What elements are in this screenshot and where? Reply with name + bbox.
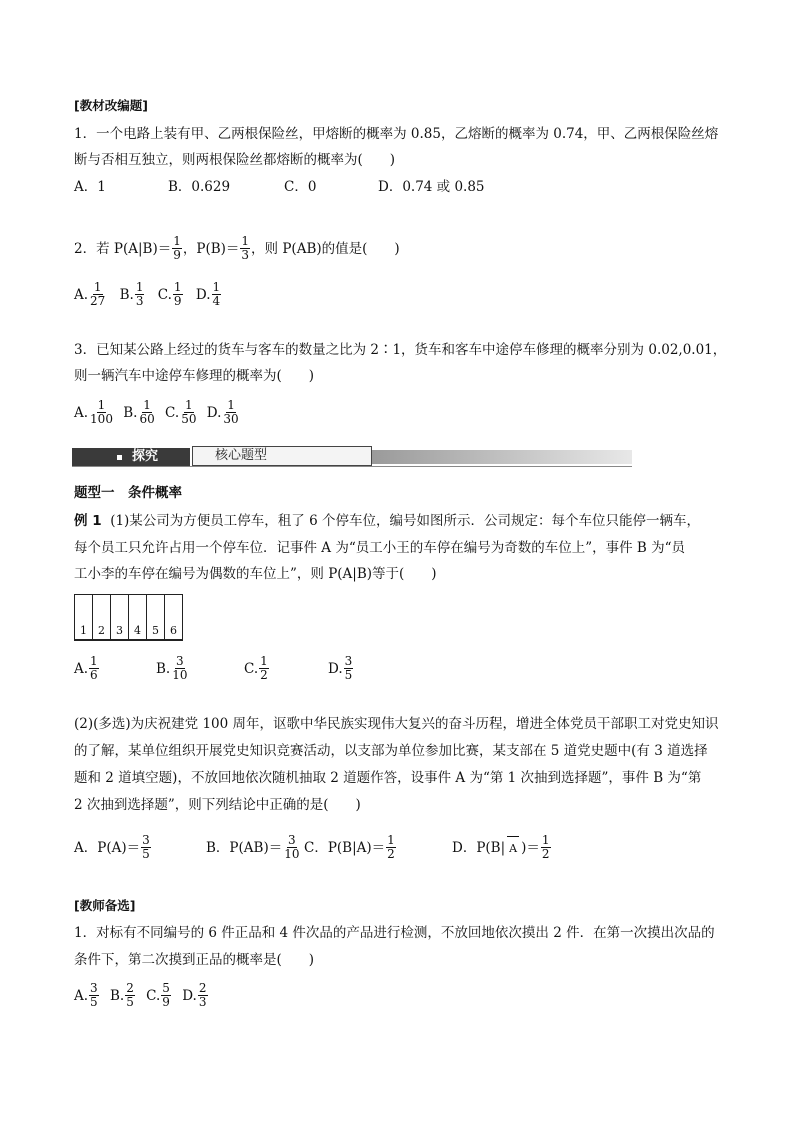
q2-stem [74, 236, 400, 263]
q2-fraction-1 [172, 235, 182, 262]
denominator: 9 [173, 248, 181, 262]
tq1-option-d [182, 981, 208, 1009]
slot-number: 5 [152, 624, 159, 637]
option-label: C. [165, 405, 180, 421]
numerator: 5 [162, 981, 170, 995]
ex1-label: 例 1 [74, 513, 102, 529]
numerator: 1 [97, 398, 106, 412]
slot-number: 3 [116, 624, 123, 637]
section-header-teacher: [教师备选] [74, 898, 136, 913]
numerator: 3 [344, 654, 353, 668]
ex2-option-b [206, 835, 302, 862]
denominator: 5 [344, 668, 353, 682]
option-fraction [89, 281, 106, 308]
square-bullet-icon [117, 455, 122, 460]
ex1-option-b [156, 656, 190, 683]
option-fraction [283, 834, 300, 861]
q2-prefix: 2．若 P(A|B)＝ [74, 241, 172, 257]
numerator: 1 [212, 280, 221, 294]
option-prefix: A．P(A)＝ [74, 840, 141, 856]
denominator: 10 [172, 668, 188, 682]
numerator: 1 [227, 398, 235, 412]
numerator: 1 [173, 234, 181, 248]
option-fraction [180, 399, 197, 426]
ex1-option-d [328, 656, 354, 683]
option-post: )＝ [521, 840, 540, 856]
option-fraction [89, 655, 99, 682]
q3-stem-line2: 则一辆汽车中途停车修理的概率为( ) [74, 368, 315, 384]
option-fraction [344, 655, 354, 682]
numerator: 1 [260, 654, 268, 668]
banner-dark-tab [72, 448, 190, 466]
ex2-option-d [452, 835, 552, 862]
q3-options [74, 400, 241, 427]
option-label: D. [206, 405, 222, 421]
ex1-line1-text: (1)某公司为方便员工停车，租了 6 个停车位，编号如图所示．公司规定：每个车位只能停一辆车， [110, 513, 700, 529]
option-label: A. [74, 661, 89, 677]
numerator: 1 [241, 234, 250, 248]
denominator: 2 [260, 668, 268, 682]
q1-option-b: B．0.629 [168, 179, 231, 195]
numerator: 3 [176, 654, 184, 668]
banner-left-label: 探究 [132, 449, 159, 464]
option-prefix: B．P(AB)＝ [206, 840, 283, 856]
denominator: 3 [135, 294, 144, 308]
denominator: 5 [90, 995, 98, 1009]
ex2-stem-line2: 的了解，某单位组织开展党史知识竞赛活动，以支部为单位参加比赛，某支部在 5 道党史题中(有 3 道选择 [74, 743, 708, 759]
option-fraction [212, 281, 222, 308]
denominator: 3 [198, 995, 207, 1009]
numerator: 2 [198, 981, 207, 995]
denominator: 60 [139, 412, 155, 426]
denominator: 5 [126, 995, 134, 1009]
option-fraction [125, 982, 135, 1009]
q3-option-c [165, 398, 198, 426]
q3-stem-line1: 3．已知某公路上经过的货车与客车的数量之比为 2∶1，货车和客车中途停车修理的概率分别为 0.02,0.01， [74, 342, 727, 358]
section-banner [72, 445, 632, 467]
tq1-option-c [146, 981, 172, 1009]
q2-mid: ，P(B)＝ [182, 241, 240, 257]
option-fraction [173, 281, 183, 308]
parking-slot [74, 594, 92, 641]
denominator: 5 [142, 847, 150, 861]
denominator: 100 [90, 412, 113, 426]
q3-option-a [74, 398, 115, 426]
tq1-option-b [109, 981, 136, 1009]
option-fraction [222, 399, 239, 426]
q2-option-b [119, 280, 146, 308]
q1-stem-line1: 1．一个电路上装有甲、乙两根保险丝，甲熔断的概率为 0.85，乙熔断的概率为 0.74，甲、乙两根保险丝熔 [74, 126, 719, 142]
numerator: 1 [173, 280, 182, 294]
q2-options [74, 282, 222, 309]
q1-option-a: A．1 [74, 179, 106, 195]
type1-title: 题型一 条件概率 [74, 485, 182, 501]
denominator: 2 [387, 847, 395, 861]
tq1-stem-line2: 条件下，第二次摸到正品的概率是( ) [74, 952, 315, 968]
q2-option-c [157, 280, 184, 308]
option-label: B. [109, 988, 125, 1004]
denominator: 50 [181, 412, 197, 426]
option-label: B. [119, 287, 134, 303]
option-fraction [138, 399, 155, 426]
option-label: C. [157, 287, 172, 303]
option-fraction [141, 834, 151, 861]
ex1-option-a [74, 656, 100, 683]
banner-right-label: 核心题型 [215, 448, 268, 463]
slot-number: 2 [98, 624, 105, 637]
q3-option-b [123, 398, 157, 426]
option-fraction [135, 281, 145, 308]
numerator: 3 [288, 833, 296, 847]
option-fraction [541, 834, 551, 861]
denominator: 2 [541, 847, 550, 861]
numerator: 1 [93, 280, 102, 294]
denominator: 3 [241, 248, 250, 262]
denominator: 10 [284, 847, 300, 861]
parking-slot [128, 594, 146, 641]
option-fraction [89, 982, 99, 1009]
numerator: 3 [90, 981, 98, 995]
parking-slot [146, 594, 164, 641]
option-fraction [171, 655, 188, 682]
option-fraction [161, 982, 171, 1009]
q1-option-d: D．0.74 或 0.85 [378, 179, 485, 195]
denominator: 30 [223, 412, 239, 426]
banner-light-tab [192, 446, 372, 466]
banner-divider [72, 466, 632, 467]
ex2-option-c [304, 835, 397, 862]
ex2-stem-line3: 题和 2 道填空题)，不放回地依次随机抽取 2 道题作答，设事件 A 为“第 1 次抽到选择题”，事件 B 为“第 [74, 770, 702, 786]
option-label: B. [156, 661, 171, 677]
ex2-stem-line4: 2 次抽到选择题”，则下列结论中正确的是( ) [74, 797, 361, 813]
q1-option-c: C．0 [284, 179, 317, 195]
option-label: A. [74, 287, 89, 303]
option-fraction [89, 399, 114, 426]
q2-option-a [74, 280, 107, 308]
option-label: A. [74, 988, 89, 1004]
q2-fraction-2 [240, 235, 250, 262]
option-fraction [198, 982, 208, 1009]
ex2-option-a [74, 835, 152, 862]
banner-gradient-bar [372, 450, 632, 464]
denominator: 6 [90, 668, 98, 682]
slot-number: 4 [134, 624, 141, 637]
option-label: C. [146, 988, 161, 1004]
option-label: B. [123, 405, 138, 421]
ex1-stem-line3: 工小李的车停在编号为偶数的车位上”，则 P(A|B)等于( ) [74, 566, 437, 582]
tq1-options [74, 983, 209, 1010]
parking-slots-figure [74, 594, 183, 641]
ex2-stem-line1: (2)(多选)为庆祝建党 100 周年，讴歌中华民族实现伟大复兴的奋斗历程，增进全体党员干部职工对党史知识 [74, 716, 719, 732]
parking-slot [92, 594, 110, 641]
option-label: D. [328, 661, 343, 677]
q2-option-d [195, 280, 222, 308]
q2-suffix: ，则 P(AB)的值是( ) [251, 241, 400, 257]
numerator: 1 [541, 833, 550, 847]
a-complement: A [509, 839, 517, 859]
option-label: D. [195, 287, 211, 303]
numerator: 1 [143, 398, 151, 412]
slot-number: 6 [170, 624, 177, 637]
ex1-option-c [244, 656, 270, 683]
slot-number: 1 [80, 624, 87, 637]
tq1-option-a [74, 981, 100, 1009]
ex1-stem-line1 [74, 511, 700, 531]
numerator: 1 [135, 280, 144, 294]
q1-stem-line2: 断与否相互独立，则两根保险丝都熔断的概率为( ) [74, 152, 396, 168]
parking-slot [110, 594, 128, 641]
option-prefix: C．P(B|A)＝ [304, 840, 386, 856]
section-header-textbook: [教材改编题] [74, 98, 148, 113]
option-fraction [259, 655, 269, 682]
option-label: D. [182, 988, 197, 1004]
numerator: 2 [126, 981, 134, 995]
numerator: 1 [90, 654, 98, 668]
q3-option-d [206, 398, 241, 426]
option-label: C. [244, 661, 259, 677]
denominator: 4 [212, 294, 221, 308]
option-label: A. [74, 405, 89, 421]
numerator: 3 [142, 833, 150, 847]
numerator: 1 [387, 833, 395, 847]
denominator: 27 [90, 294, 106, 308]
denominator: 9 [162, 995, 170, 1009]
tq1-stem-line1: 1．对标有不同编号的 6 件正品和 4 件次品的产品进行检测，不放回地依次摸出 2 件．在第一次摸出次品的 [74, 925, 715, 941]
numerator: 1 [185, 398, 193, 412]
denominator: 9 [173, 294, 182, 308]
parking-slot [164, 594, 183, 641]
option-fraction [386, 834, 396, 861]
option-prefix: D．P(B| [452, 840, 506, 856]
ex1-stem-line2: 每个员工只允许占用一个停车位．记事件 A 为“员工小王的车停在编号为奇数的车位上”，事件 B 为“员 [74, 540, 686, 556]
